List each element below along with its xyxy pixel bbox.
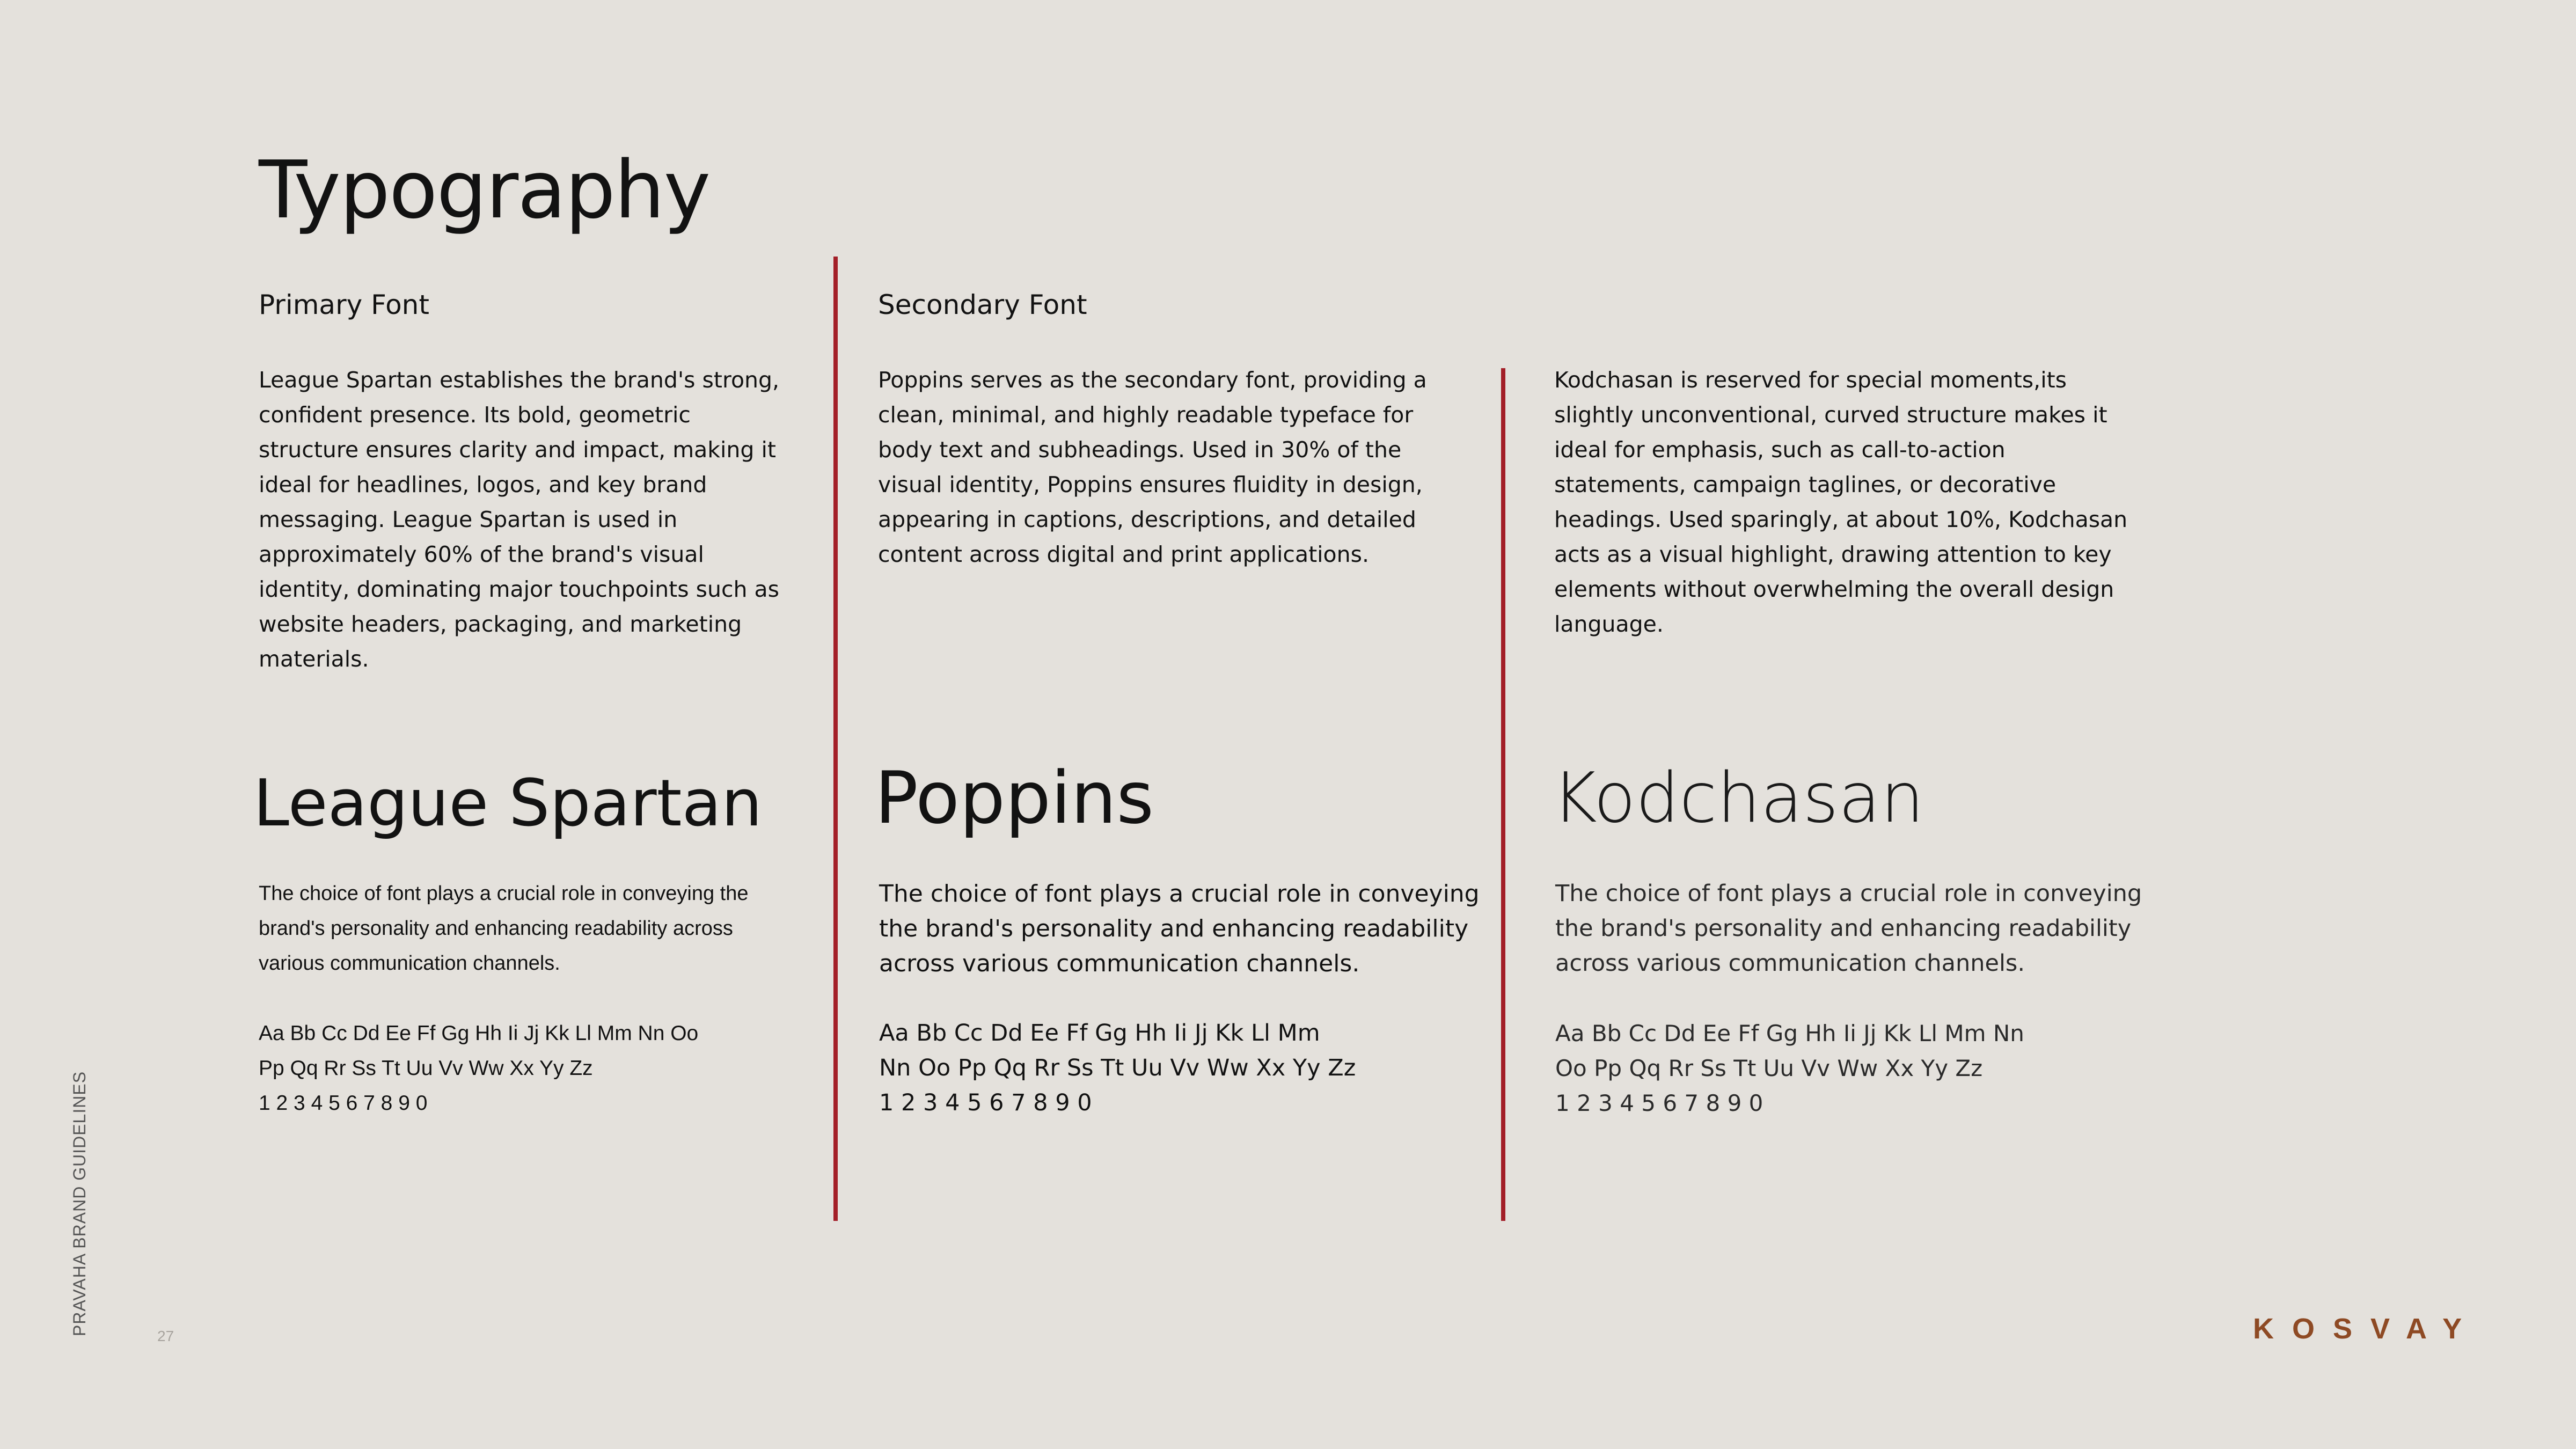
kodchasan-sample-text: The choice of font plays a crucial role in conveying the brand's personality and enhancing readability across various communication channels.	[1555, 880, 2142, 977]
column-divider-1	[833, 257, 838, 1221]
secondary-font-heading: Secondary Font	[878, 289, 1087, 320]
kodchasan-digits: 1 2 3 4 5 6 7 8 9 0	[1555, 1090, 1763, 1116]
kodchasan-font-name: Kodchasan	[1552, 758, 1924, 838]
poppins-digits: 1 2 3 4 5 6 7 8 9 0	[879, 1089, 1092, 1116]
side-guidelines-label: PRAVAHA BRAND GUIDELINES	[70, 1071, 89, 1336]
page-number: 27	[157, 1328, 174, 1344]
poppins-alphabet-line-1: Aa Bb Cc Dd Ee Ff Gg Hh Ii Jj Kk Ll Mm	[879, 1020, 1320, 1046]
kodchasan-font-description: Kodchasan is reserved for special moments,its slightly unconventional, curved structure makes it ideal for emphasis, such as call-to-action statements, campaign taglines, or decorative headings. Used sparingly, at about 10%, Kodchasan acts as a visual highlight, drawing attention to key elements without overwhelming the overall design language.	[1554, 367, 2128, 637]
primary-font-heading: Primary Font	[259, 289, 429, 320]
column-divider-2	[1501, 368, 1505, 1221]
kosvay-logo: KOSVAY	[2253, 1313, 2480, 1345]
league-spartan-sample-text: The choice of font plays a crucial role in conveying the brand's personality and enhancing readability across various communication channels.	[259, 882, 749, 975]
kodchasan-alphabet-line-2: Oo Pp Qq Rr Ss Tt Uu Vv Ww Xx Yy Zz	[1555, 1055, 1983, 1081]
page-title: Typography	[259, 144, 710, 236]
secondary-font-description: Poppins serves as the secondary font, providing a clean, minimal, and highly readable typeface for body text and subheadings. Used in 30% of the visual identity, Poppins ensures fluidity in design, appearing in captions, descriptions, and detailed content across digital and print applications.	[878, 367, 1427, 567]
kodchasan-alphabet-line-1: Aa Bb Cc Dd Ee Ff Gg Hh Ii Jj Kk Ll Mm Nn	[1555, 1020, 2024, 1046]
league-spartan-digits: 1 2 3 4 5 6 7 8 9 0	[259, 1092, 428, 1115]
league-spartan-alphabet-line-1: Aa Bb Cc Dd Ee Ff Gg Hh Ii Jj Kk Ll Mm Nn Oo	[259, 1022, 699, 1045]
poppins-font-name: Poppins	[875, 756, 1154, 840]
poppins-sample-text: The choice of font plays a crucial role in conveying the brand's personality and enhancing readability across various communication channels.	[879, 880, 1480, 977]
league-spartan-alphabet-line-2: Pp Qq Rr Ss Tt Uu Vv Ww Xx Yy Zz	[259, 1057, 593, 1080]
league-spartan-font-name: League Spartan	[253, 766, 763, 841]
primary-font-description: League Spartan establishes the brand's strong, confident presence. Its bold, geometric structure ensures clarity and impact, making it ideal for headlines, logos, and key brand messaging. League Spartan is used in approximately 60% of the brand's visual identity, dominating major touchpoints such as website headers, packaging, and marketing materials.	[259, 367, 780, 672]
poppins-alphabet-line-2: Nn Oo Pp Qq Rr Ss Tt Uu Vv Ww Xx Yy Zz	[879, 1055, 1356, 1081]
